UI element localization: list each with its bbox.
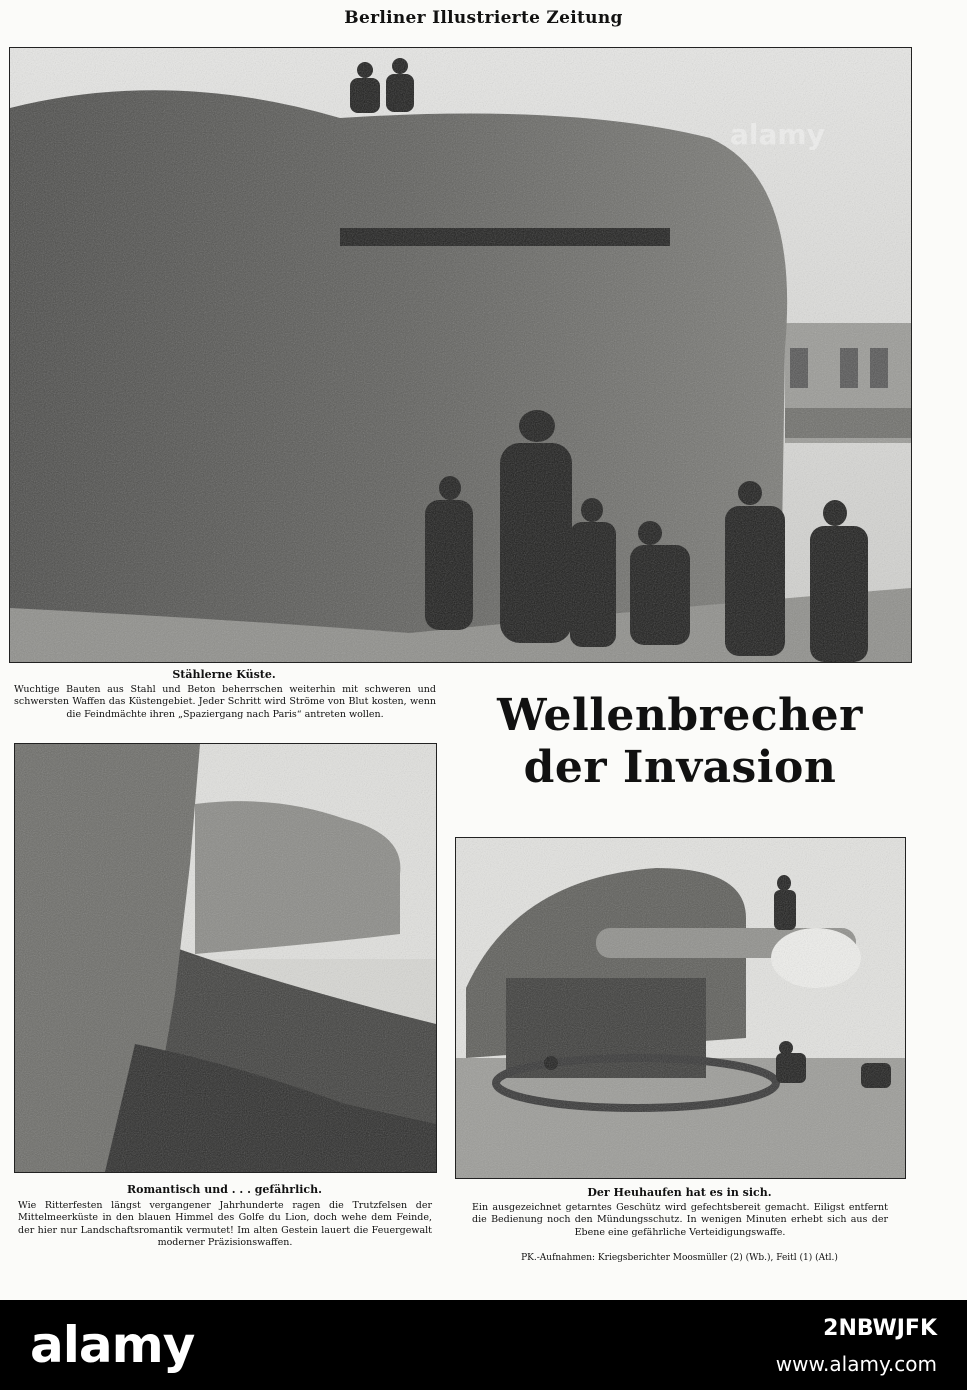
bunker-photo-image [10, 48, 911, 662]
alamy-logo: alamy [30, 1316, 195, 1374]
masthead: Berliner Illustrierte Zeitung [344, 8, 623, 28]
caption-title-left: Romantisch und . . . gefährlich. [127, 1183, 322, 1196]
stock-footer-bar [0, 1300, 967, 1390]
headline-line-2: der Invasion [523, 742, 837, 793]
headline-line-1: Wellenbrecher [497, 690, 863, 741]
watermark: alamy [730, 118, 825, 151]
caption-text-right: Ein ausgezeichnet getarntes Geschütz wird gefechtsbereit gemacht. Eiligst entfernt die Bedienung noch den Mündungsschutz. In wenigen Minuten erhebt sich aus der Ebene eine gefährliche Verteidigungswaffe. [472, 1202, 888, 1238]
caption-text-top: Wuchtige Bauten aus Stahl und Beton beherrschen weiterhin mit schweren und schwersten Waffen das Küstengebiet. Jeder Schritt wird Ströme von Blut kosten, wenn die Feindmächte ihren „Spaziergang nach Paris“ antreten wollen. [14, 684, 436, 720]
photo-bunker [9, 47, 912, 663]
photo-credit: PK.-Aufnahmen: Kriegsberichter Moosmüller (2) (Wb.), Feitl (1) (Atl.) [521, 1253, 838, 1263]
photo-coast-rocks [14, 743, 437, 1173]
coast-photo-image [15, 744, 436, 1172]
gun-photo-image [456, 838, 905, 1178]
headline [450, 690, 910, 794]
photo-camouflaged-gun [455, 837, 906, 1179]
caption-title-right: Der Heuhaufen hat es in sich. [587, 1186, 772, 1199]
caption-text-left: Wie Ritterfesten längst vergangener Jahrhunderte ragen die Trutzfelsen der Mittelmeerküste in den blauen Himmel des Golfe du Lion, doch wehe dem Feinde, der hier nur Landschaftsromantik vermutet! Im alten Gestein lauert die Feuergewalt moderner Präzisionswaffen. [18, 1200, 432, 1249]
image-id: 2NBWJFK [823, 1316, 937, 1341]
caption-title-top: Stählerne Küste. [172, 668, 276, 681]
site-url: www.alamy.com [775, 1352, 937, 1376]
